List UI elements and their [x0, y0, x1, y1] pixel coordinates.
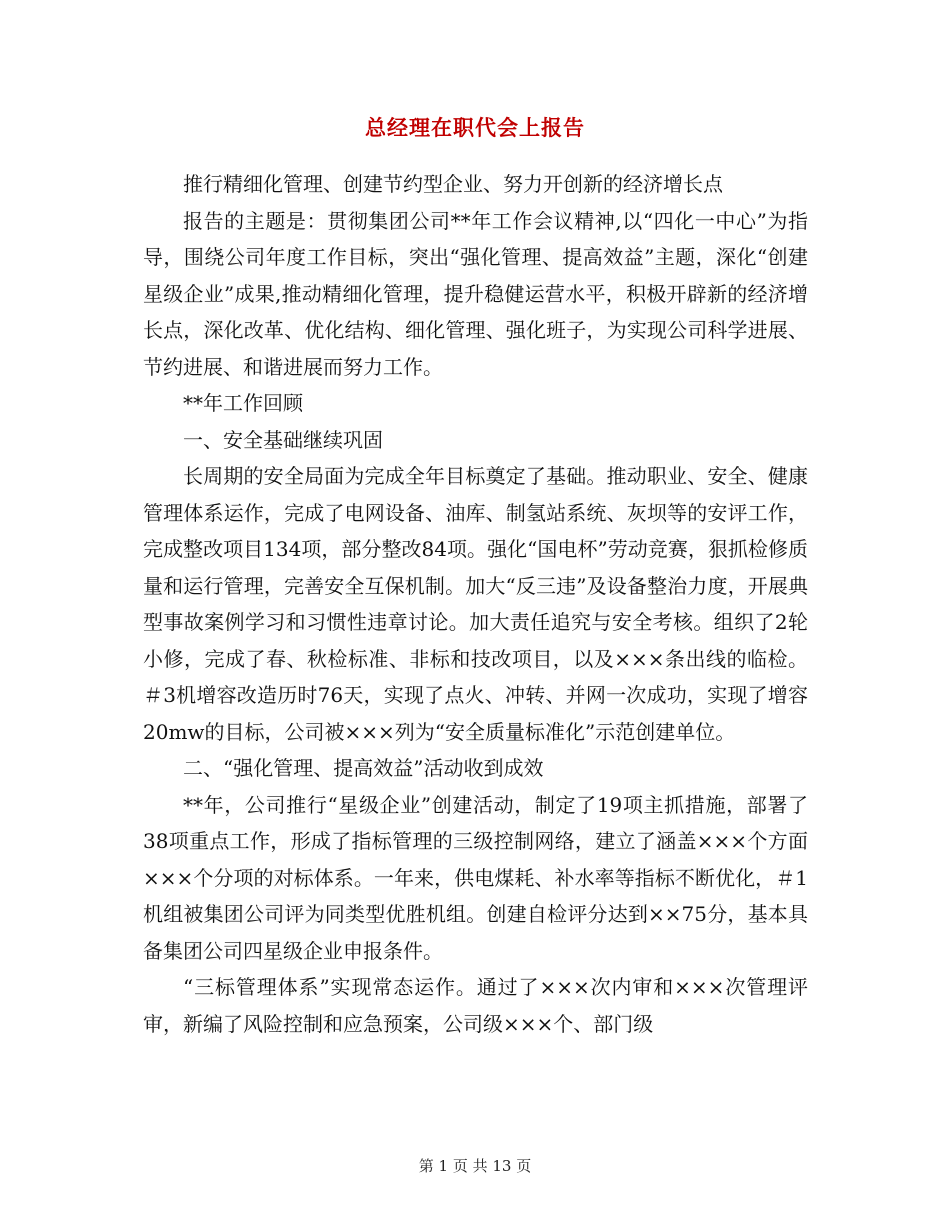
standards-paragraph: “三标管理体系”实现常态运作。通过了×××次内审和×××次管理评审，新编了风险控制和应急预案，公司级×××个、部门级 — [143, 975, 808, 1036]
document-body — [143, 166, 808, 1042]
document-title: 总经理在职代会上报告 — [365, 115, 585, 140]
management-paragraph: **年，公司推行“星级企业”创建活动，制定了19项主抓措施，部署了38项重点工作，形成了指标管理的三级控制网络，建立了涵盖×××个方面×××个分项的对标体系。一年来，供电煤耗、补水率等指标不断优化，＃1机组被集团公司评为同类型优胜机组。创建自检评分达到××75分，基本具备集团公司四星级企业申报条件。 — [143, 792, 808, 963]
section-heading-review: **年工作回顾 — [183, 391, 303, 415]
section-heading-safety: 一、安全基础继续巩固 — [183, 427, 383, 452]
subtitle-paragraph: 推行精细化管理、创建节约型企业、努力开创新的经济增长点 — [183, 172, 723, 196]
page-footer: 第 1 页 共 13 页 — [418, 1157, 532, 1175]
section-heading-management: 二、“强化管理、提高效益”活动收到成效 — [183, 756, 544, 780]
safety-paragraph: 长周期的安全局面为完成全年目标奠定了基础。推动职业、安全、健康管理体系运作，完成了电网设备、油库、制氢站系统、灰坝等的安评工作，完成整改项目134项，部分整改84项。强化“国电杯”劳动竞赛，狠抓检修质量和运行管理，完善安全互保机制。加大“反三违”及设备整治力度，开展典型事故案例学习和习惯性违章讨论。加大责任追究与安全考核。组织了2轮小修，完成了春、秋检标准、非标和技改项目，以及×××条出线的临检。＃3机增容改造历时76天，实现了点火、冲转、并网一次成功，实现了增容20mw的目标，公司被×××列为“安全质量标准化”示范创建单位。 — [143, 464, 808, 744]
theme-paragraph: 报告的主题是：贯彻集团公司**年工作会议精神,以“四化一中心”为指导，围绕公司年度工作目标，突出“强化管理、提高效益”主题，深化“创建星级企业”成果,推动精细化管理，提升稳健运营水平，积极开辟新的经济增长点，深化改革、优化结构、细化管理、强化班子，为实现公司科学进展、节约进展、和谐进展而努力工作。 — [143, 208, 808, 379]
